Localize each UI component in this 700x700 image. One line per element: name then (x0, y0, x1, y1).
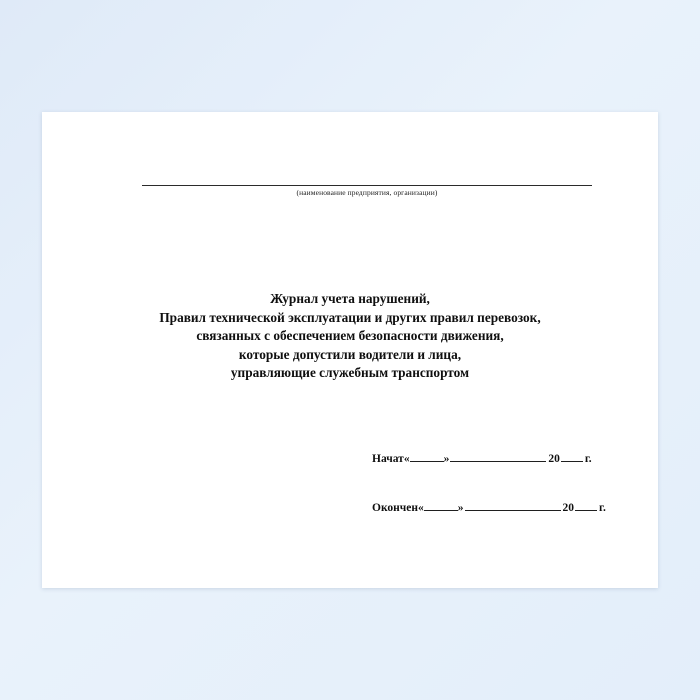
organization-name-caption: (наименование предприятия, организации) (296, 188, 438, 197)
organization-name-field[interactable] (142, 184, 592, 197)
organization-name-rule (142, 184, 592, 186)
start-year-field[interactable] (561, 450, 583, 462)
start-date-label: Начат (372, 453, 404, 465)
title-line-1: Журнал учета нарушений, (270, 291, 430, 306)
end-year-suffix: г. (599, 502, 606, 514)
document-title (42, 290, 658, 383)
end-year-field[interactable] (575, 499, 597, 511)
dates-block (372, 450, 632, 514)
document-page (42, 112, 658, 588)
end-date-quote-close: » (457, 502, 464, 514)
start-date-quote-open: « (403, 453, 410, 465)
end-date-label: Окончен (372, 502, 419, 514)
start-year-suffix: г. (584, 453, 592, 465)
start-month-field[interactable] (450, 450, 546, 462)
end-day-field[interactable] (424, 499, 458, 511)
start-day-field[interactable] (410, 450, 444, 462)
title-line-5: управляющие служебным транспортом (230, 365, 470, 380)
end-date-row (372, 499, 632, 514)
start-date-row (372, 450, 632, 465)
end-year-prefix: 20 (562, 502, 575, 514)
end-month-field[interactable] (465, 499, 561, 511)
title-line-2: Правил технической эксплуатации и других правил перевозок, (159, 309, 541, 325)
end-date-quote-open: « (418, 502, 424, 514)
title-line-3: связанных с обеспечением безопасности движения, (196, 328, 504, 343)
start-date-quote-close: » (443, 453, 450, 465)
title-line-4: которые допустили водители и лица, (238, 346, 462, 362)
start-year-prefix: 20 (548, 453, 560, 465)
